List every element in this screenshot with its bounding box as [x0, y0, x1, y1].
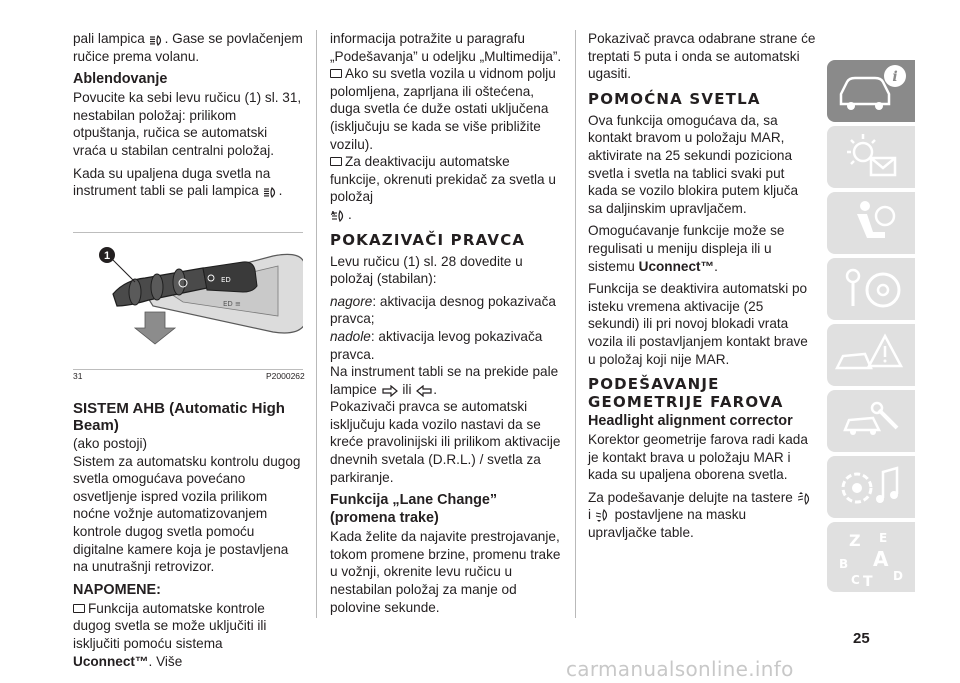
tab-starting-driving[interactable] [827, 258, 915, 320]
svg-text:ED: ED [221, 276, 231, 284]
paragraph-kada: Kada su upaljena duga svetla na instrument tabli se pali lampica . [73, 165, 283, 199]
svg-text:i: i [892, 69, 898, 85]
paragraph-ablend: Povucite ka sebi levu ručicu (1) sl. 31, nestabilan položaj: prilikom otpuštanja, ručica se automatski vraća u stabilan centralni položaj. [73, 90, 302, 158]
watermark-text: carmanualsonline.info [566, 657, 794, 681]
tab-index[interactable] [827, 522, 915, 592]
figure-top-rule [73, 232, 303, 233]
paragraph-ako: (ako postoji) [73, 436, 148, 451]
key-steering-icon [827, 258, 915, 320]
figure-code: P2000262 [266, 371, 305, 381]
svg-text:B: B [839, 557, 849, 571]
svg-text:ED ≡: ED ≡ [223, 300, 241, 308]
heading-lane-change: Funkcija „Lane Change” (promena trake) [330, 492, 498, 527]
car-crash-warning-icon [827, 324, 915, 386]
svg-text:A: A [331, 210, 335, 217]
alphabet-index-icon [827, 522, 915, 592]
heading-podesavanje: PODEŠAVANJE GEOMETRIJE FAROVA [588, 375, 784, 412]
right-arrow-icon [382, 385, 398, 397]
headlight-up-icon [798, 492, 812, 505]
paragraph-nagore: nagore: aktivacija desnog pokazivača pravca; [330, 293, 556, 327]
chapter-sidebar [827, 60, 915, 620]
heading-headlight-corrector: Headlight alignment corrector [588, 413, 793, 430]
figure-callout-1: 1 [103, 250, 111, 262]
heading-pomocna-svetla: POMOĆNA SVETLA [588, 89, 761, 108]
seat-airbag-icon [827, 192, 915, 254]
tab-safety[interactable] [827, 192, 915, 254]
tab-car-info[interactable] [827, 60, 915, 122]
svg-text:A: A [873, 547, 889, 571]
tab-lights-messages[interactable] [827, 126, 915, 188]
column-1-lower [73, 398, 303, 675]
svg-text:E: E [879, 531, 888, 545]
note-3: Za deaktivaciju automatske funkcije, okrenuti prekidač za svetla u položaj A . [330, 154, 556, 222]
column-2 [330, 30, 562, 621]
paragraph-levu: Levu ručicu (1) sl. 28 dovedite u položaj (stabilan): [330, 253, 523, 287]
column-divider-2 [575, 30, 576, 618]
note-icon [330, 69, 342, 78]
paragraph-za-podes: Za podešavanje delujte na tastere i postavljene na masku upravljačke table. [588, 489, 816, 542]
paragraph-ova: Ova funkcija omogućava da, sa kontakt bravom u položaju MAR, aktivirate na 25 sekundi poziciona svetla i svetla na tablici svaki put kada se vozilo blokira putem ključa sa daljinskim upravljačem. [588, 112, 799, 216]
note-2: Ako su svetla vozila u vidnom polju polomljena, zaprljana ili oštećena, duga svetla će duže ostati uključena (isključuju se kada se više približite vozilu). [330, 66, 556, 152]
auto-high-beam-icon [331, 210, 347, 222]
heading-ablendovanje: Ablendovanje [73, 71, 168, 88]
page-number: 25 [853, 630, 870, 647]
stalk-figure [73, 236, 303, 368]
paragraph-omogucavanje: Omogućavanje funkcije može se regulisati u meniju displeja ili u sistemu Uconnect™. [588, 223, 785, 274]
figure-number: 31 [73, 371, 83, 381]
note-icon [73, 604, 85, 613]
high-beam-icon [264, 187, 278, 198]
heading-ahb: SISTEM AHB (Automatic High Beam) [73, 400, 285, 434]
column-1 [73, 30, 303, 205]
column-3 [588, 30, 816, 547]
figure-bottom-rule [73, 369, 303, 370]
paragraph-funkcija: Funkcija se deaktivira automatski po isteku vremena aktivacije (25 sekundi) ili pri novoj blokadi vrata vozila ili postavljanjem kontakt brave u položaj koji nije MAR. [588, 281, 808, 367]
paragraph-info: informacija potražite u paragrafu „Podešavanja” u odeljku „Multimedija”. [330, 31, 562, 64]
car-info-icon [827, 60, 915, 122]
svg-text:T: T [863, 574, 873, 590]
heading-pokazivaci: POKAZIVAČI PRAVCA [330, 230, 526, 249]
sun-envelope-icon [827, 126, 915, 188]
left-arrow-icon [416, 385, 432, 397]
intro-paragraph: pali lampica . Gase se povlačenjem ručice prema volanu. [73, 31, 303, 64]
note-1: Funkcija automatske kontrole dugog svetla se može uključiti ili isključiti pomoću sistema Uconnect™. Više [73, 600, 267, 669]
paragraph-korektor: Korektor geometrije farova radi kada je kontakt brava u položaju MAR i kada su upaljena oborena svetla. [588, 432, 808, 483]
paragraph-sistem: Sistem za automatsku kontrolu dugog svetla omogućava povećano osvetljenje ispred vozila prilikom noćne vožnje automatizovanjem kontrole dugog svetla pomoću digitalne kamere koja je postavljena na unutrašnji retrovizor. [73, 453, 301, 575]
paragraph-pokazivac: Pokazivač pravca odabrane strane će treptati 5 puta i onda se automatski ugasiti. [588, 31, 816, 82]
tab-emergency[interactable] [827, 324, 915, 386]
svg-text:D: D [893, 569, 903, 583]
heading-napomene: NAPOMENE: [73, 581, 161, 598]
wrench-car-icon [827, 390, 915, 452]
paragraph-lane: Kada želite da najavite prestrojavanje, tokom promene brzine, promenu trake u vožnji, okrenite levu ručicu u nestabilan položaj za manje od polovine sekunde. [330, 529, 561, 615]
tab-multimedia[interactable] [827, 456, 915, 518]
paragraph-nadole: nadole: aktivacija levog pokazivača pravca. [330, 328, 543, 362]
svg-text:C: C [851, 573, 860, 587]
gear-music-icon [827, 456, 915, 518]
note-icon [330, 157, 342, 166]
column-divider-1 [316, 30, 317, 618]
svg-text:Z: Z [849, 531, 861, 550]
headlight-down-icon [596, 509, 610, 522]
paragraph-na-instr: Na instrument tabli se na prekide pale lampice ili . [330, 364, 559, 397]
high-beam-icon [150, 35, 164, 46]
tab-maintenance[interactable] [827, 390, 915, 452]
paragraph-pokazivaci: Pokazivači pravca se automatski isključuju kada vozilo nastavi da se kreće pravolinijski ili prilikom aktivacije dnevnih svetala (D.R.L.) / svetla za parkiranje. [330, 399, 561, 485]
